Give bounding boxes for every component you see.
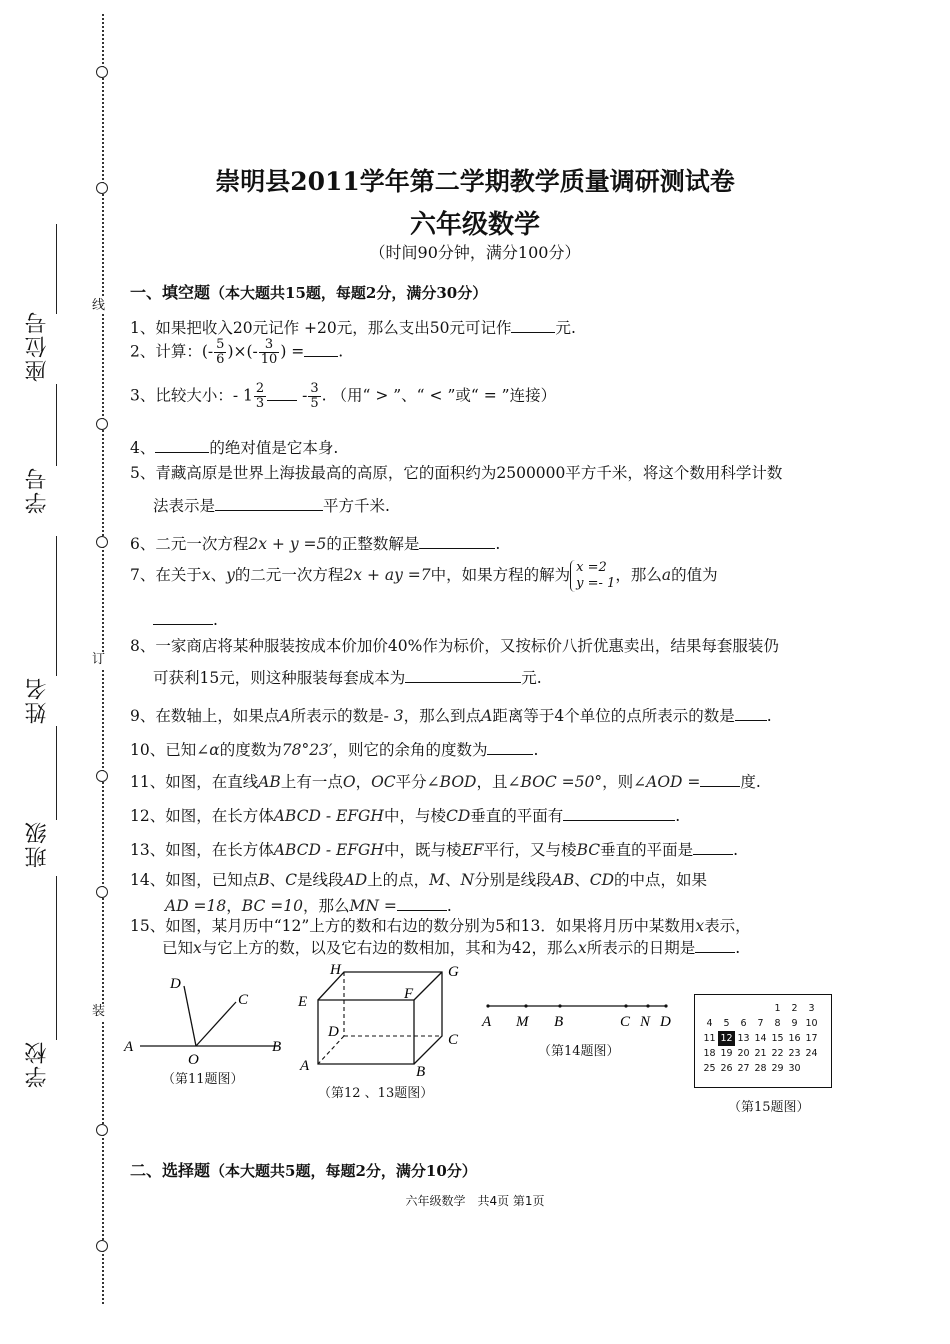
school-label: 学校 xyxy=(25,1040,50,1088)
calendar-day: 29 xyxy=(771,1063,784,1074)
figure-11-angle-diagram xyxy=(118,966,298,1070)
calendar-day xyxy=(735,1001,752,1016)
binding-hole xyxy=(96,1124,108,1136)
calendar-day: 25 xyxy=(703,1063,716,1074)
answer-blank-8[interactable] xyxy=(405,668,521,683)
answer-blank-10[interactable] xyxy=(487,740,533,755)
calendar-day xyxy=(752,1001,769,1016)
binding-hole xyxy=(96,536,108,548)
label-g: G xyxy=(448,964,459,980)
question-7: 7、在关于x、y的二元一次方程2x + ay =7中，如果方程的解为 x =2 y =- 1 ，那么a的值为 xyxy=(130,560,718,591)
exam-title: 崇明县2011学年第二学期教学质量调研测试卷 xyxy=(215,167,735,196)
calendar-row xyxy=(701,1016,820,1031)
label-a: A xyxy=(300,1058,310,1074)
calendar-day: 5 xyxy=(723,1018,730,1029)
calendar-day: 20 xyxy=(737,1048,750,1059)
calendar-row xyxy=(701,1061,820,1076)
label-b: B xyxy=(272,1039,282,1055)
answer-blank-9[interactable] xyxy=(735,706,767,721)
section-1-note: （本大题共15题，每题2分，满分30分） xyxy=(210,284,488,302)
binding-hole xyxy=(96,66,108,78)
calendar-day: 10 xyxy=(805,1018,818,1029)
top-and-side-edges xyxy=(318,972,442,1064)
calendar-day: 19 xyxy=(720,1048,733,1059)
question-2: 2、计算：(- $\frac{5}{6}$ )×(- $\frac{3}{10}$ ) = . xyxy=(130,337,344,367)
calendar-day: 27 xyxy=(737,1063,750,1074)
student-id-field[interactable] xyxy=(56,384,57,466)
section-2-title: 二、选择题 xyxy=(130,1161,211,1180)
calendar-day: 18 xyxy=(703,1048,716,1059)
name-field[interactable] xyxy=(56,536,57,676)
calendar-day: 2 xyxy=(791,1003,798,1014)
calendar-day: 1 xyxy=(774,1003,781,1014)
binding-hole xyxy=(96,886,108,898)
question-11: 11、如图，在直线AB上有一点O，OC平分∠BOD，且∠BOC =50°，则∠AOD = 度. xyxy=(130,773,761,791)
answer-blank-4[interactable] xyxy=(155,438,209,453)
calendar-day: 11 xyxy=(703,1033,716,1044)
calendar-day: 14 xyxy=(754,1033,767,1044)
label-d: D xyxy=(328,1024,339,1040)
question-13: 13、如图，在长方体ABCD - EFGH中，既与棱EF平行，又与棱BC垂直的平面是 . xyxy=(130,841,739,859)
label-d: D xyxy=(170,976,181,992)
calendar-day: 17 xyxy=(805,1033,818,1044)
calendar-day: 6 xyxy=(740,1018,747,1029)
calendar-day: 30 xyxy=(788,1063,801,1074)
student-id-label: 学号 xyxy=(25,466,50,514)
question-14-line-2: AD =18，BC =10，那么MN = . xyxy=(165,897,452,915)
calendar-row xyxy=(701,1031,820,1046)
figure-12-13-caption: （第12 、13题图） xyxy=(318,1086,434,1101)
calendar-day: 21 xyxy=(754,1048,767,1059)
answer-blank-14[interactable] xyxy=(397,896,447,911)
answer-blank-3[interactable] xyxy=(267,386,297,401)
figure-14-segment-diagram xyxy=(474,990,684,1034)
seal-char-ding: 订 xyxy=(92,652,106,667)
calendar-day: 8 xyxy=(774,1018,781,1029)
page-footer: 六年级数学 共4页 第1页 xyxy=(405,1194,545,1208)
calendar-row xyxy=(701,1046,820,1061)
label-h: H xyxy=(330,962,341,978)
label-c: C xyxy=(620,1014,631,1030)
calendar-day: 7 xyxy=(757,1018,764,1029)
label-n: N xyxy=(640,1014,651,1030)
calendar-day: 26 xyxy=(720,1063,733,1074)
calendar-day: 22 xyxy=(771,1048,784,1059)
answer-blank-12[interactable] xyxy=(563,806,675,821)
question-5-line-2: 法表示是 平方千米. xyxy=(153,497,390,515)
answer-blank-7[interactable] xyxy=(153,610,213,625)
label-o: O xyxy=(188,1052,199,1068)
question-6: 6、二元一次方程2x + y =5的正整数解是 . xyxy=(130,535,501,553)
figure-11-caption: （第11题图） xyxy=(162,1072,244,1087)
label-a: A xyxy=(124,1039,134,1055)
figure-15-caption: （第15题图） xyxy=(728,1100,810,1115)
question-9: 9、在数轴上，如果点A所表示的数是- 3，那么到点A距离等于4个单位的点所表示的数是 . xyxy=(130,707,772,725)
calendar-day xyxy=(803,1061,820,1076)
calendar-day xyxy=(701,1001,718,1016)
question-3: 3、比较大小：- 1 $\frac{2}{3}$ - $\frac{3}{5}$ . （用“ > ”、“ < ”或“ = ”连接） xyxy=(130,381,557,411)
label-b: B xyxy=(554,1014,564,1030)
answer-blank-11[interactable] xyxy=(700,772,740,787)
calendar-day xyxy=(718,1001,735,1016)
label-m: M xyxy=(516,1014,529,1030)
answer-blank-6[interactable] xyxy=(419,534,495,549)
label-a: A xyxy=(482,1014,492,1030)
calendar-day: 16 xyxy=(788,1033,801,1044)
seal-char-xian: 线 xyxy=(92,298,106,313)
ray-od xyxy=(184,986,196,1046)
calendar-day: 9 xyxy=(791,1018,798,1029)
calendar-day: 23 xyxy=(788,1048,801,1059)
binding-hole xyxy=(96,418,108,430)
question-5: 5、青藏高原是世界上海拔最高的高原，它的面积约为2500000平方千米，将这个数用科学计数 xyxy=(130,464,783,482)
label-b: B xyxy=(416,1064,426,1080)
seal-char-zhuang: 装 xyxy=(92,1004,106,1019)
seat-number-label: 座位号 xyxy=(25,310,50,382)
binding-hole xyxy=(96,770,108,782)
school-field[interactable] xyxy=(56,876,57,1040)
calendar-day: 15 xyxy=(771,1033,784,1044)
question-1: 1、如果把收入20元记作 +20元，那么支出50元可记作 元. xyxy=(130,319,576,337)
name-label: 姓名 xyxy=(25,676,50,724)
question-7-line-2: . xyxy=(153,610,218,629)
section-2-heading xyxy=(130,1158,477,1181)
hidden-edge xyxy=(318,1036,344,1064)
label-c: C xyxy=(448,1032,459,1048)
question-4: 4、 的绝对值是它本身. xyxy=(130,439,339,457)
label-f: F xyxy=(404,986,414,1002)
figure-14-caption: （第14题图） xyxy=(538,1044,620,1059)
answer-blank-5[interactable] xyxy=(215,496,323,511)
answer-blank-1[interactable] xyxy=(511,318,555,333)
question-12: 12、如图，在长方体ABCD - EFGH中，与棱CD垂直的平面有 . xyxy=(130,807,681,825)
section-1-heading xyxy=(130,280,487,303)
calendar-day: 13 xyxy=(737,1033,750,1044)
section-1-title: 一、填空题 xyxy=(130,283,211,302)
section-2-note: （本大题共5题，每题2分，满分10分） xyxy=(210,1162,477,1180)
answer-blank-15[interactable] xyxy=(695,938,735,953)
calendar-day: 12 xyxy=(718,1031,735,1046)
question-14: 14、如图，已知点B、C是线段AD上的点，M、N分别是线段AB、CD的中点，如果 xyxy=(130,871,708,889)
question-15: 15、如图，某月历中“12”上方的数和右边的数分别为5和13．如果将月历中某数用x表示， xyxy=(130,917,751,935)
exam-time-note: （时间90分钟，满分100分） xyxy=(369,243,581,262)
figure-12-13-cuboid-diagram xyxy=(296,958,476,1082)
label-e: E xyxy=(298,994,308,1010)
class-label: 班级 xyxy=(25,820,50,868)
binding-hole xyxy=(96,1240,108,1252)
label-d: D xyxy=(660,1014,671,1030)
calendar-row xyxy=(701,1001,820,1016)
ray-oc xyxy=(196,1002,236,1046)
question-15-line-2: 已知x与它上方的数，以及它右边的数相加，其和为42，那么x所表示的日期是 . xyxy=(162,939,741,957)
question-10: 10、已知∠α的度数为78°23′，则它的余角的度数为 . xyxy=(130,741,539,759)
class-field[interactable] xyxy=(56,726,57,820)
calendar-day: 3 xyxy=(808,1003,815,1014)
figure-15-calendar xyxy=(694,994,832,1088)
exam-subject: 六年级数学 xyxy=(409,210,540,240)
calendar-day: 4 xyxy=(706,1018,713,1029)
answer-blank-2[interactable] xyxy=(304,342,338,357)
calendar-day: 24 xyxy=(805,1048,818,1059)
question-8-line-2: 可获利15元，则这种服装每套成本为 元. xyxy=(153,669,542,687)
calendar-day: 28 xyxy=(754,1063,767,1074)
question-8: 8、一家商店将某种服装按成本价加价40%作为标价，又按标价八折优惠卖出，结果每套服装仍 xyxy=(130,637,779,655)
label-c: C xyxy=(238,992,249,1008)
answer-blank-13[interactable] xyxy=(693,840,733,855)
